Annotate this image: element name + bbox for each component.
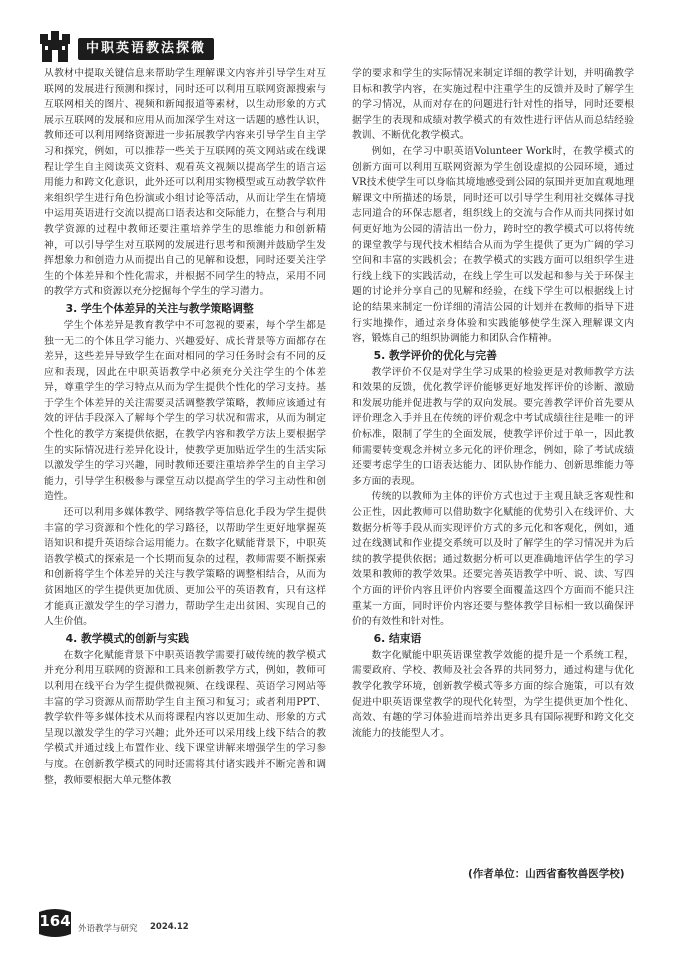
column-title: 中职英语教法探微 [78, 38, 214, 60]
right-column [352, 66, 634, 741]
castle-logo-icon [38, 30, 74, 64]
section-heading-4: 4. 教学模式的创新与实践 [65, 631, 189, 645]
journal-name: 外语教学与研究 [78, 924, 138, 934]
paragraph: 传统的以教师为主体的评价方式也过于主观且缺乏客观性和公正性，因此教师可以借助数字化赋能的优势引入在线评价、大数据分析等手段从而实现评价方式的多元化和客观化，例如，通过在线测试和作业提交系统可以及时了解学生的学习情况并为后续的教学提供依据；通过数据分析可以更准确地评估学生的学习效果和教师的教学效果。还要完善英语教学中听、说、读、写四个方面的评价内容且评价内容要全面覆盖这四个方面而不能只注重某一方面，同时评价内容还要与整体教学目标相一致以确保评价的有效性和针对性。 [352, 491, 634, 628]
paragraph: 学生个体差异是教育教学中不可忽视的要素，每个学生都是独一无二的个体且学习能力、兴趣爱好、成长背景等方面都存在差异，这些差异导致学生在面对相同的学习任务时会有不同的反应和表现，因此在中职英语教学中必须充分关注学生的个体差异，尊重学生的学习特点从而为学生提供个性化的学习支持。基于学生个体差异的关注需要灵活调整教学策略，教师应该通过有效的评估手段深入了解每个学生的学习状况和需求，从而为制定个性化的教学方案提供依据，在教学内容和教学方法上要根据学生的实际情况进行差异化设计，使教学更加贴近学生的生活实际以激发学生的学习兴趣，同时教师还要注重培养学生的自主学习能力，引导学生积极参与课堂互动以提高学生的学习主动性和创造性。 [44, 319, 326, 503]
paragraph: 数字化赋能中职英语课堂教学效能的提升是一个系统工程，需要政府、学校、教师及社会各界的共同努力，通过构建与优化教学化教学环境，创新教学模式等多方面的综合施策，可以有效促进中职英语课堂教学的现代化转型，为学生提供更加个性化、高效、有趣的学习体验进而培养出更多具有国际视野和跨文化交流能力的技能型人才。 [352, 649, 634, 739]
paragraph: 在数字化赋能背景下中职英语教学需要打破传统的教学模式并充分利用互联网的资源和工具来创新教学方式，例如，教师可以利用在线平台为学生提供微视频、在线课程、英语学习网站等丰富的学习资源从而帮助学生自主预习和复习；或者利用PPT、教学软件等多媒体技术从而将课程内容以更加生动、形象的方式呈现以激发学生的学习兴趣；此外还可以采用线上线下结合的教学模式并通过线上布置作业、线下课堂讲解来增强学生的学习参与度。在创新教学模式的同时还需将其付诸实践并不断完善和调整，教师要根据大单元整体教 [44, 649, 326, 786]
section-heading-3: 3. 学生个体差异的关注与教学策略调整 [65, 301, 254, 315]
section-heading-5: 5. 教学评价的优化与完善 [373, 348, 497, 362]
paragraph: 教学评价不仅是对学生学习成果的检验更是对教师教学方法和效果的反馈，优化教学评价能够更好地发挥评价的诊断、激励和发展功能并促进教与学的双向发展。要完善教学评价首先要从评价理念入手并且在传统的评价观念中考试成绩往往是唯一的评价标准，限制了学生的全面发展，使教学评价过于单一，因此教师需要转变观念并树立多元化的评价理念，例如，除了考试成绩还要考虑学生的口语表达能力、团队协作能力、创新思维能力等多方面的表现。 [352, 366, 634, 487]
paragraph: 从教材中提取关键信息来帮助学生理解课文内容并引导学生对互联网的发展进行预测和探讨，同时还可以利用互联网资源搜索与互联网相关的图片、视频和新闻报道等素材，以生动形象的方式展示互联网的发展和应用从而加深学生对这一话题的感性认识，教师还可以利用网络资源进一步拓展教学内容来引导学生自主学习和探究，例如，可以推荐一些关于互联网的英文网站或在线课程让学生自主阅读英文资料、观看英文视频以提高学生的语言运用能力和跨文化意识，此外还可以利用实物模型或互动教学软件来组织学生进行角色扮演或小组讨论等活动，从而让学生在情境中运用英语进行交流以提高口语表达和交际能力，在整合与利用教学资源的过程中教师还要注重培养学生的思维能力和创新精神，可以引导学生对互联网的发展进行思考和预测并鼓励学生发挥想象力和创造力从而提出自己的见解和设想，同时还要关注学生的个体差异和个性化需求，并根据不同学生的特点，采用不同的教学方式和资源以充分挖掘每个学生的学习潜力。 [44, 68, 326, 298]
page-header [38, 30, 278, 64]
paragraph: 例如，在学习中职英语Volunteer Work时，在教学模式的创新方面可以利用互联网资源为学生创设虚拟的公园环境，通过VR技术使学生可以身临其境地感受到公园的氛围并更加直观地理解课文中所描述的场景，同时还可以引导学生利用社交媒体寻找志同道合的环保志愿者，组织线上的交流与合作从而共同探讨如何更好地为公园的清洁出一份力，跨时空的教学模式可以将传统的课堂教学与现代技术相结合从而为学生提供了更为广阔的学习空间和丰富的实践机会；在教学模式的实践方面可以组织学生进行线上线下的实践活动，在线上学生可以发起和参与关于环保主题的讨论并分享自己的见解和经验，在线下学生可以根据线上讨论的结果来制定一份详细的清洁公园的计划并在教师的指导下进行实地操作，通过亲身体验和实践能够使学生深入理解课文内容，锻炼自己的组织协调能力和团队合作精神。 [352, 145, 634, 345]
author-affiliation: (作者单位：山西省畜牧兽医学校) [468, 868, 625, 880]
issue-date: 2024.12 [150, 922, 189, 932]
paragraph: 还可以利用多媒体教学、网络教学等信息化手段为学生提供丰富的学习资源和个性化的学习路径，以帮助学生更好地掌握英语知识和提升英语综合运用能力。在数字化赋能背景下，中职英语教学模式的探索是一个长期而复杂的过程，教师需要不断探索和创新将学生个体差异的关注与教学策略的调整相结合，从而为贫困地区的学生提供更加优质、更加公平的英语教育，只有这样才能真正激发学生的学习潜力，帮助学生走出贫困、实现自己的人生价值。 [44, 507, 326, 628]
page-footer [36, 908, 276, 942]
left-column [44, 66, 326, 788]
page-number: 164 [39, 912, 71, 930]
section-heading-6: 6. 结束语 [373, 631, 422, 645]
paragraph: 学的要求和学生的实际情况来制定详细的教学计划，并明确教学目标和教学内容，在实施过程中注重学生的反馈并及时了解学生的学习情况，从而对存在的问题进行针对性的指导，同时还要根据学生的表现和成绩对教学模式的有效性进行评估从而总结经验教训、不断优化教学模式。 [352, 68, 634, 142]
